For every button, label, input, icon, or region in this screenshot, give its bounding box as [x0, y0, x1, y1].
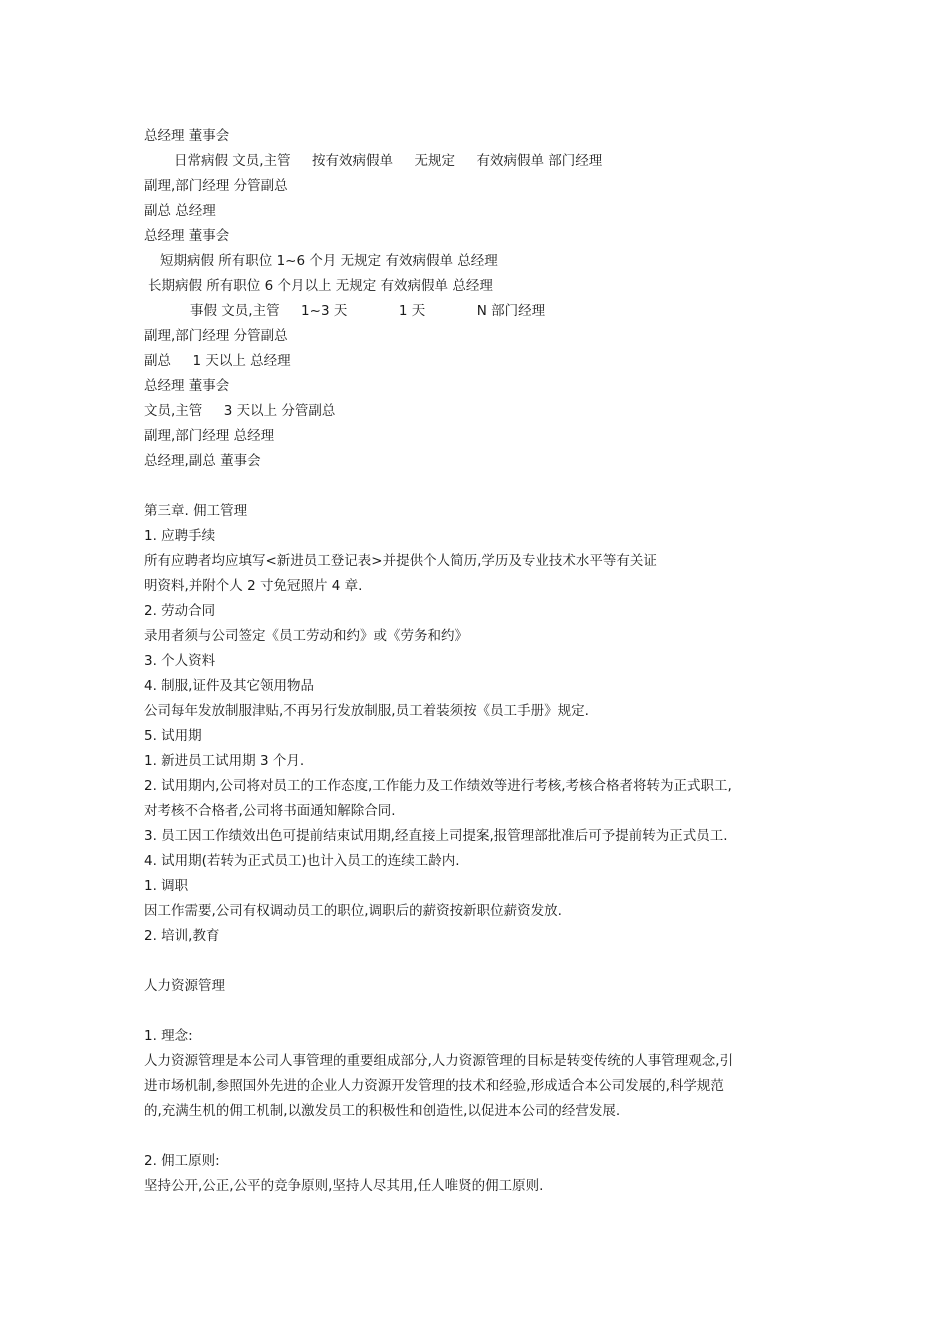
text-line: 总经理 董事会	[144, 378, 230, 394]
section-heading: 4. 制服,证件及其它领用物品	[144, 678, 314, 694]
text-line: 日常病假 文员,主管 按有效病假单 无规定 有效病假单 部门经理	[174, 153, 603, 169]
text-line: 文员,主管 3 天以上 分管副总	[144, 403, 336, 419]
chapter-heading: 第三章. 佣工管理	[144, 503, 248, 519]
blank-line	[144, 999, 824, 1024]
blank-line	[144, 949, 824, 974]
section-heading: 5. 试用期	[144, 728, 202, 744]
section-heading: 2. 佣工原则:	[144, 1153, 220, 1169]
text-line: 因工作需要,公司有权调动员工的职位,调职后的薪资按新职位薪资发放.	[144, 903, 562, 919]
section-heading: 2. 培训,教育	[144, 928, 220, 944]
section-heading: 3. 个人资料	[144, 653, 216, 669]
text-line: 明资料,并附个人 2 寸免冠照片 4 章.	[144, 578, 363, 594]
text-line: 总经理 董事会	[144, 228, 230, 244]
text-line: 副理,部门经理 总经理	[144, 428, 275, 444]
blank-line	[144, 474, 824, 499]
text-line: 公司每年发放制服津贴,不再另行发放制服,员工着装须按《员工手册》规定.	[144, 703, 589, 719]
section-heading: 1. 应聘手续	[144, 528, 216, 544]
text-line: 总经理,副总 董事会	[144, 453, 261, 469]
document-body	[144, 124, 824, 1199]
section-heading: 2. 劳动合同	[144, 603, 216, 619]
text-line: 对考核不合格者,公司将书面通知解除合同.	[144, 803, 396, 819]
text-line: 总经理 董事会	[144, 128, 230, 144]
section-heading: 1. 调职	[144, 878, 189, 894]
text-line: 所有应聘者均应填写<新进员工登记表>并提供个人简历,学历及专业技术水平等有关证	[144, 553, 657, 569]
text-line: 2. 试用期内,公司将对员工的工作态度,工作能力及工作绩效等进行考核,考核合格者将转为正式职工,	[144, 778, 732, 794]
chapter-heading: 人力资源管理	[144, 978, 225, 994]
text-line: 人力资源管理是本公司人事管理的重要组成部分,人力资源管理的目标是转变传统的人事管理观念,引	[144, 1053, 734, 1069]
blank-line	[144, 1124, 824, 1149]
text-line: 1. 新进员工试用期 3 个月.	[144, 753, 305, 769]
text-line: 3. 员工因工作绩效出色可提前结束试用期,经直接上司提案,报管理部批准后可予提前转为正式员工.	[144, 828, 728, 844]
text-line: 4. 试用期(若转为正式员工)也计入员工的连续工龄内.	[144, 853, 460, 869]
text-line: 副理,部门经理 分管副总	[144, 328, 288, 344]
text-line: 副总 1 天以上 总经理	[144, 353, 291, 369]
text-line: 进市场机制,参照国外先进的企业人力资源开发管理的技术和经验,形成适合本公司发展的,科学规范	[144, 1078, 724, 1094]
text-line: 副理,部门经理 分管副总	[144, 178, 288, 194]
text-line: 长期病假 所有职位 6 个月以上 无规定 有效病假单 总经理	[148, 278, 493, 294]
text-line: 副总 总经理	[144, 203, 216, 219]
text-line: 事假 文员,主管 1~3 天 1 天 N 部门经理	[190, 303, 546, 319]
section-heading: 1. 理念:	[144, 1028, 193, 1044]
text-line: 短期病假 所有职位 1~6 个月 无规定 有效病假单 总经理	[160, 253, 498, 269]
text-line: 的,充满生机的佣工机制,以激发员工的积极性和创造性,以促进本公司的经营发展.	[144, 1103, 621, 1119]
text-line: 坚持公开,公正,公平的竞争原则,坚持人尽其用,任人唯贤的佣工原则.	[144, 1178, 544, 1194]
text-line: 录用者须与公司签定《员工劳动和约》或《劳务和约》	[144, 628, 468, 644]
